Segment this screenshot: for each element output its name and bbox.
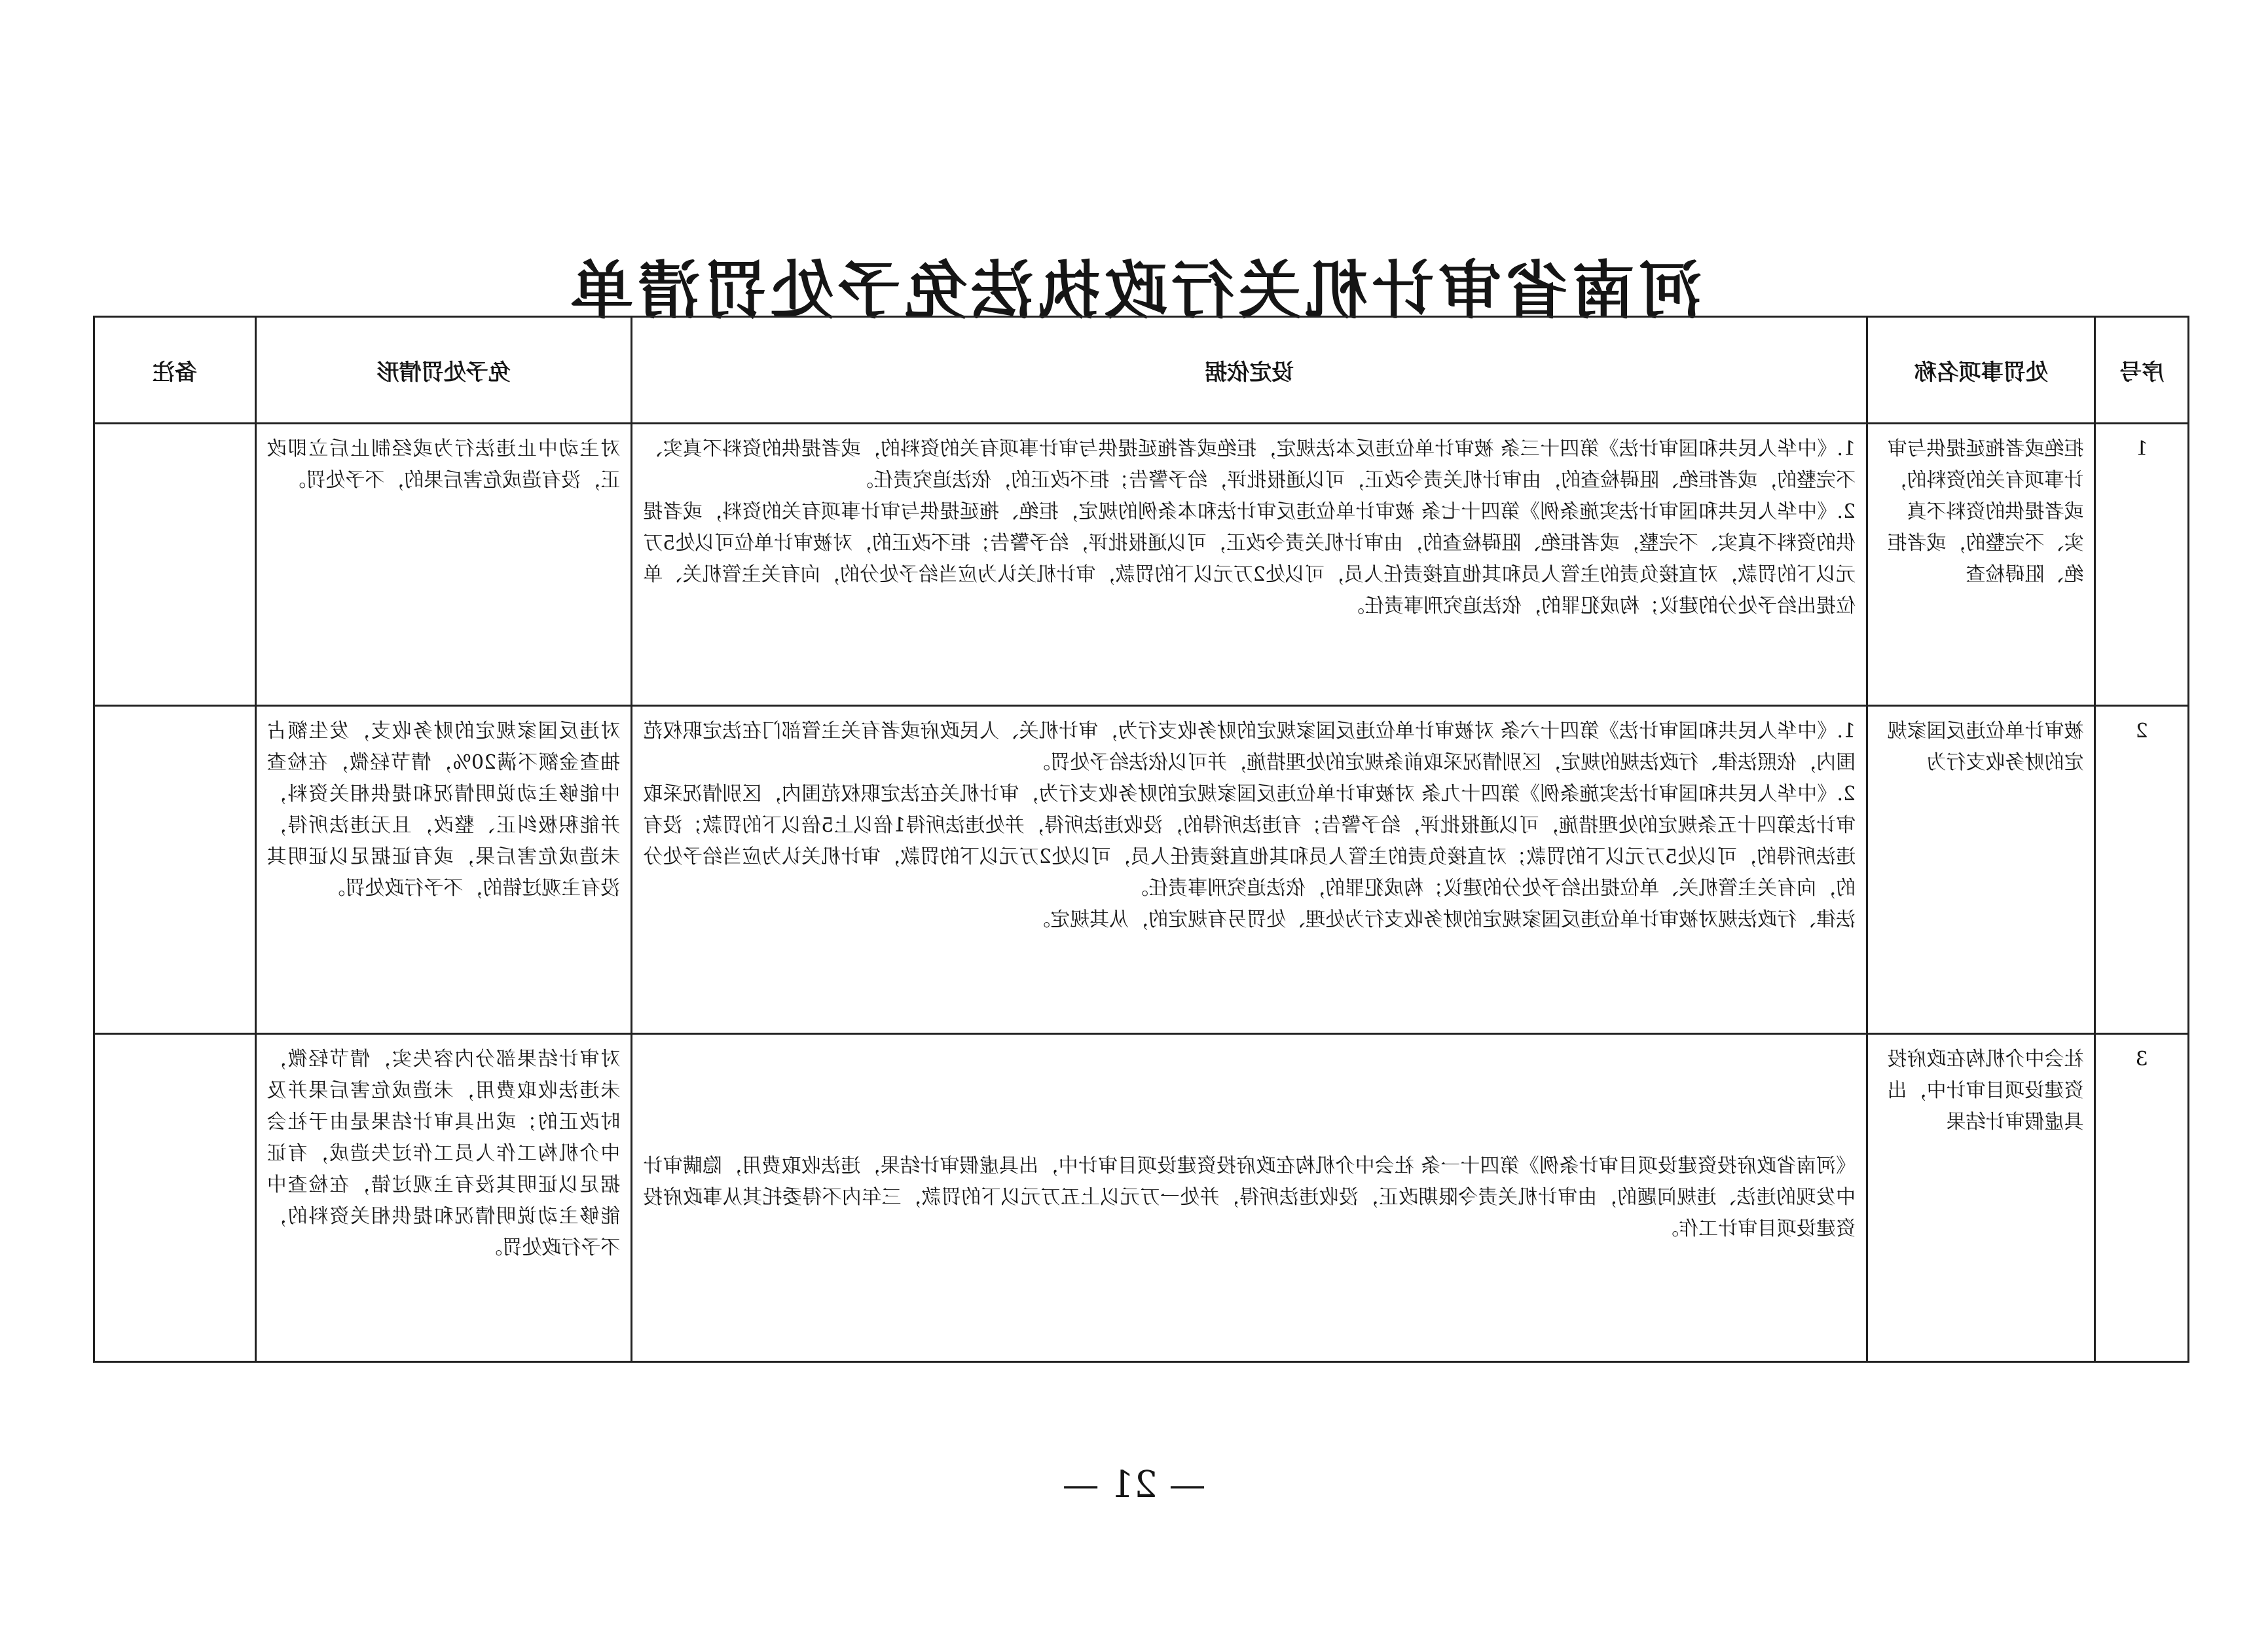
row-seq: 3 xyxy=(2095,1034,2189,1362)
row-seq: 2 xyxy=(2095,706,2189,1034)
row-seq: 1 xyxy=(2095,424,2189,706)
basis-paragraph: 法律、行政法规对被审计单位违反国家规定的财务收支行为处理、处罚另有规定的，从其规定。 xyxy=(1031,908,1856,931)
row-item: 被审计单位违反国家规定的财务收支行为 xyxy=(1867,706,2095,1034)
table-row xyxy=(94,1034,2189,1362)
header-basis: 设定依据 xyxy=(632,317,1867,424)
row-remark xyxy=(94,424,256,706)
basis-paragraph: 2.《中华人民共和国审计法实施条例》第四十七条 被审计单位违反审计法和本条例的规定，拒绝、拖延提供与审计事项有关的资料，或者提供的资料不真实、不完整，或者拒绝、阻碍检查的，由审计机关责令改正，可以通报批评，给予警告；拒不改正的，对被审计单位可以处5万元以下的罚款，对直接负责的主管人员和其他直接责任人员，可以处2万元以下的罚款，审计机关认为应当给予处分的，向有关主管机关、单位提出给予处分的建议；构成犯罪的，依法追究刑事责任。 xyxy=(643,500,1856,618)
table-header-row xyxy=(94,317,2189,424)
row-remark xyxy=(94,1034,256,1362)
basis-paragraph: 1.《中华人民共和国审计法》第四十六条 对被审计单位违反国家规定的财务收支行为，审计机关、人民政府或者有关主管部门在法定职权范围内，依照法律、行政法规的规定，区别情况采取前条规定的处理措施，并可以依法给予处罚。 xyxy=(643,720,1856,774)
exemption-table xyxy=(93,316,2189,1363)
row-remark xyxy=(94,706,256,1034)
table-row xyxy=(94,706,2189,1034)
header-seq: 序号 xyxy=(2095,317,2189,424)
row-item: 社会中介机构在政府投资建设项目审计中，出具虚假审计结果 xyxy=(1867,1034,2095,1362)
basis-paragraph: 《河南省政府投资建设项目审计条例》第四十一条 社会中介机构在政府投资建设项目审计中，出具虚假审计结果，违法收取费用，隐瞒审计中发现的违法、违规问题的，由审计机关责令限期改正，没收违法所得，并处一万元以上五万元以下的罚款，三年内不得委托其从事政府投资建设项目审计工作。 xyxy=(643,1155,1856,1240)
header-remark: 备注 xyxy=(94,317,256,424)
basis-paragraph: 1.《中华人民共和国审计法》第四十三条 被审计单位违反本法规定，拒绝或者拖延提供与审计事项有关的资料的，或者提供的资料不真实、不完整的，或者拒绝、阻碍检查的，由审计机关责令改正，可以通报批评，给予警告；拒不改正的，依法追究责任。 xyxy=(643,437,1856,492)
page-number: — 21 — xyxy=(1062,1464,1206,1506)
header-exempt: 免予处罚情形 xyxy=(255,317,632,424)
page-title: 河南省审计机关行政执法免予处罚清单 xyxy=(566,254,1702,327)
row-basis xyxy=(632,706,1867,1034)
row-exempt: 对审计结果部分内容失实，情节轻微，未违法收取费用，未造成危害后果并及时改正的；或出具审计结果是由于社会中介机构工作人员工作过失造成，有证据足以证明其没有主观过错，在检查中能够主动说明情况和提供相关资料的，不予行政处罚。 xyxy=(255,1034,632,1362)
row-basis xyxy=(632,1034,1867,1362)
row-item: 拒绝或者拖延提供与审计事项有关的资料的，或者提供的资料不真实、不完整的，或者拒绝、阻碍检查 xyxy=(1867,424,2095,706)
basis-paragraph: 2.《中华人民共和国审计法实施条例》第四十九条 对被审计单位违反国家规定的财务收支行为，审计机关在法定职权范围内，区别情况采取审计法第四十五条规定的处理措施，可以通报批评，给予警告；有违法所得的，没收违法所得，并处违法所得1倍以上5倍以下的罚款；没有违法所得的，可以处5万元以下的罚款；对直接负责的主管人员和其他直接责任人员，可以处2万元以下的罚款，审计机关认为应当给予处分的，向有关主管机关、单位提出给予处分的建议；构成犯罪的，依法追究刑事责任。 xyxy=(643,783,1856,900)
row-exempt: 对违反国家规定的财务收支，发生额占抽查金额不满20%，情节轻微，在检查中能够主动说明情况和提供相关资料，并能积极纠正、整改，且无违法所得，未造成危害后果，或有证据足以证明其没有主观过错的，不予行政处罚。 xyxy=(255,706,632,1034)
table-row xyxy=(94,424,2189,706)
header-item: 处罚事项名称 xyxy=(1867,317,2095,424)
row-basis xyxy=(632,424,1867,706)
row-exempt: 对主动中止违法行为或经制止后立即改正，没有造成危害后果的，不予处罚。 xyxy=(255,424,632,706)
